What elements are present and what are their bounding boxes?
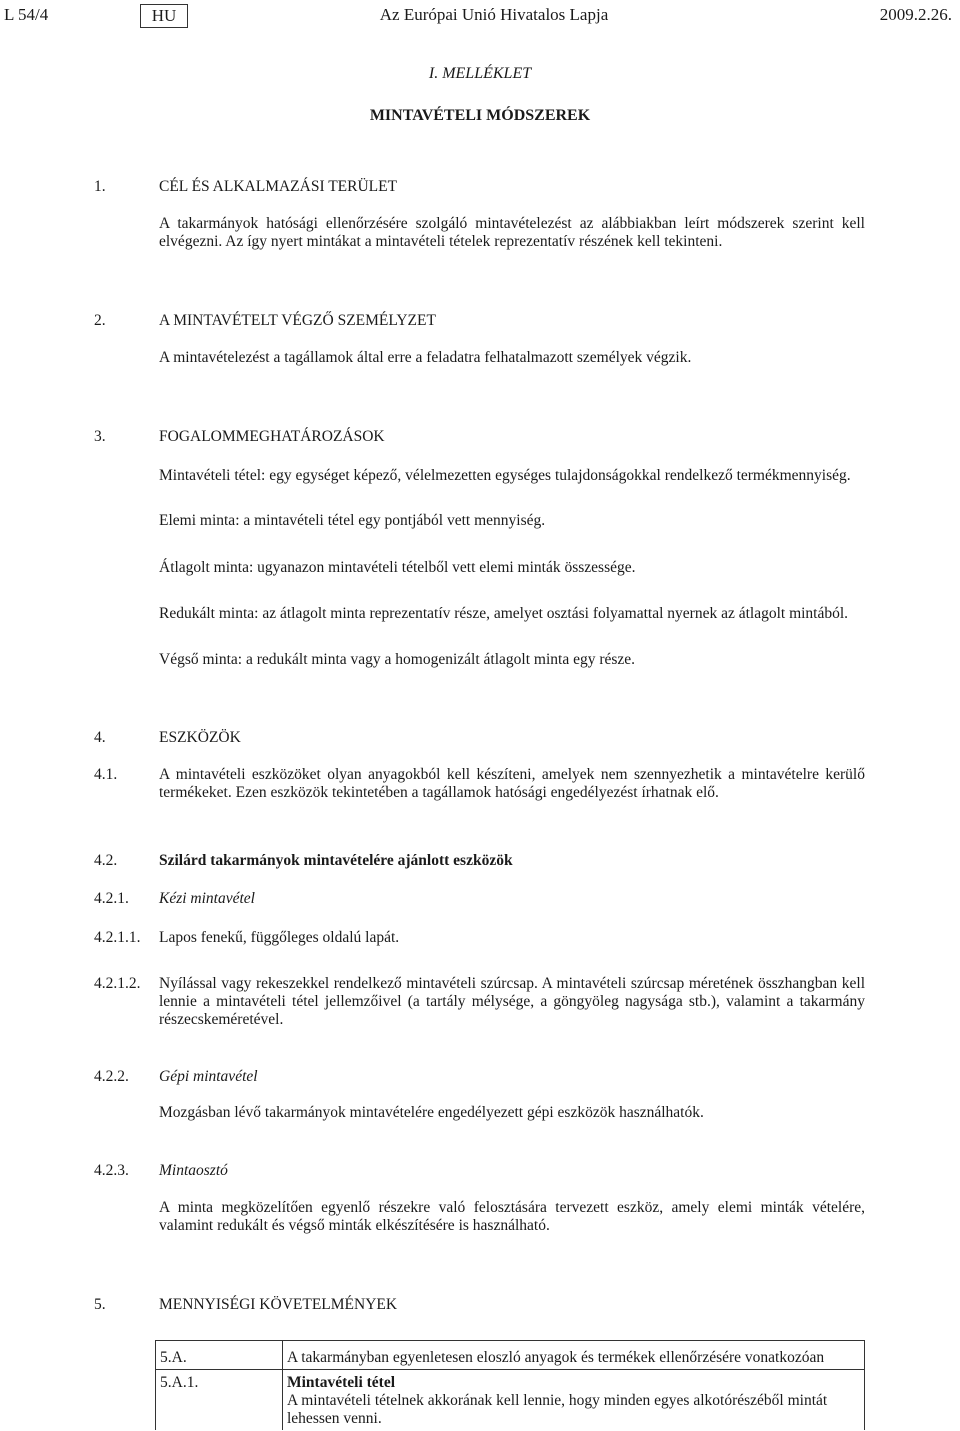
subsection-number: 4.1.: [94, 766, 118, 783]
table-cell-title: A takarmányban egyenletesen eloszló anyagok és termékek ellenőrzésére vonatkozóan: [283, 1341, 865, 1370]
subsection-number: 4.2.1.1.: [94, 929, 141, 946]
section-heading: CÉL ÉS ALKALMAZÁSI TERÜLET: [159, 178, 398, 195]
section-heading: MENNYISÉGI KÖVETELMÉNYEK: [159, 1296, 398, 1313]
table-cell-code: 5.A.: [156, 1341, 283, 1370]
section-number: 1.: [94, 178, 106, 195]
subsection-number: 4.2.1.: [94, 890, 129, 907]
definition: Elemi minta: a mintavételi tétel egy pontjából vett mennyiség.: [159, 512, 546, 529]
section-heading: FOGALOMMEGHATÁROZÁSOK: [159, 428, 385, 445]
table-row: [156, 1341, 865, 1370]
section-paragraph: A mintavételezést a tagállamok által erre a feladatra felhatalmazott személyek végzik.: [159, 349, 692, 366]
table-cell-content: [283, 1370, 865, 1431]
journal-title: Az Európai Unió Hivatalos Lapja: [379, 5, 609, 24]
subsection-heading: Gépi mintavétel: [159, 1068, 258, 1085]
section-heading: ESZKÖZÖK: [159, 729, 241, 746]
subsection-number: 4.2.1.2.: [94, 975, 141, 992]
table-row: [156, 1370, 865, 1431]
section-number: 5.: [94, 1296, 106, 1313]
main-title: MINTAVÉTELI MÓDSZEREK: [369, 107, 591, 124]
subsection-heading: Mintaosztó: [159, 1162, 228, 1179]
table-cell-text: A mintavételi tételnek akkorának kell lennie, hogy minden egyes alkotórészéből mintát lehessen venni.: [287, 1392, 828, 1427]
annex-title: I. MELLÉKLET: [428, 65, 532, 82]
subsection-heading: Szilárd takarmányok mintavételére ajánlott eszközök: [159, 852, 513, 869]
section-number: 2.: [94, 312, 106, 329]
table-cell-code: 5.A.1.: [156, 1370, 283, 1431]
subsection-paragraph: A minta megközelítően egyenlő részekre való felosztására tervezett eszköz, amely elemi minták vételére, valamint redukált és végső minták elkészítésére is használható.: [159, 1199, 865, 1234]
subsection-paragraph: A mintavételi eszközöket olyan anyagokból kell készíteni, amelyek nem szennyezhetik a mintavételre kerülő termékeket. Ezen eszközök tekintetében a tagállamok hatósági engedélyezést írhatnak elő.: [159, 766, 865, 801]
subsection-paragraph: Lapos fenekű, függőleges oldalú lapát.: [159, 929, 400, 946]
subsection-number: 4.2.2.: [94, 1068, 129, 1085]
requirements-table: [155, 1340, 865, 1430]
table-cell-title: Mintavételi tétel: [287, 1374, 396, 1391]
definition: Redukált minta: az átlagolt minta reprezentatív része, amelyet osztási folyamattal nyernek az átlagolt mintából.: [159, 605, 849, 622]
definition: Átlagolt minta: ugyanazon mintavételi tételből vett elemi minták összessége.: [159, 559, 636, 576]
definition: Végső minta: a redukált minta vagy a homogenizált átlagolt minta egy része.: [159, 651, 636, 668]
subsection-number: 4.2.3.: [94, 1162, 129, 1179]
section-heading: A MINTAVÉTELT VÉGZŐ SZEMÉLYZET: [159, 312, 436, 329]
definition: Mintavételi tétel: egy egységet képező, vélelmezetten egységes tulajdonságokkal rendelkező termékmennyiség.: [159, 467, 851, 484]
subsection-paragraph: Mozgásban lévő takarmányok mintavételére engedélyezett gépi eszközök használhatók.: [159, 1104, 704, 1121]
subsection-paragraph: Nyílással vagy rekeszekkel rendelkező mintavételi szúrcsap. A mintavételi szúrcsap méretének összhangban kell lennie a mintavételi tétel jellemzőivel (a tartály mélysége, a göngyöleg nagysága stb.), valamint a takarmány részecskeméretével.: [159, 975, 865, 1028]
page-reference: L 54/4: [4, 5, 49, 24]
subsection-number: 4.2.: [94, 852, 118, 869]
section-number: 4.: [94, 729, 106, 746]
subsection-heading: Kézi mintavétel: [159, 890, 255, 907]
section-number: 3.: [94, 428, 106, 445]
page-header: [4, 4, 952, 28]
section-paragraph: A takarmányok hatósági ellenőrzésére szolgáló mintavételezést az alábbiakban leírt módszerek szerint kell elvégezni. Az így nyert mintákat a mintavételi tételek reprezentatív részének kell tekinteni.: [159, 215, 865, 250]
publication-date: 2009.2.26.: [879, 5, 952, 24]
language-badge: HU: [140, 4, 188, 28]
